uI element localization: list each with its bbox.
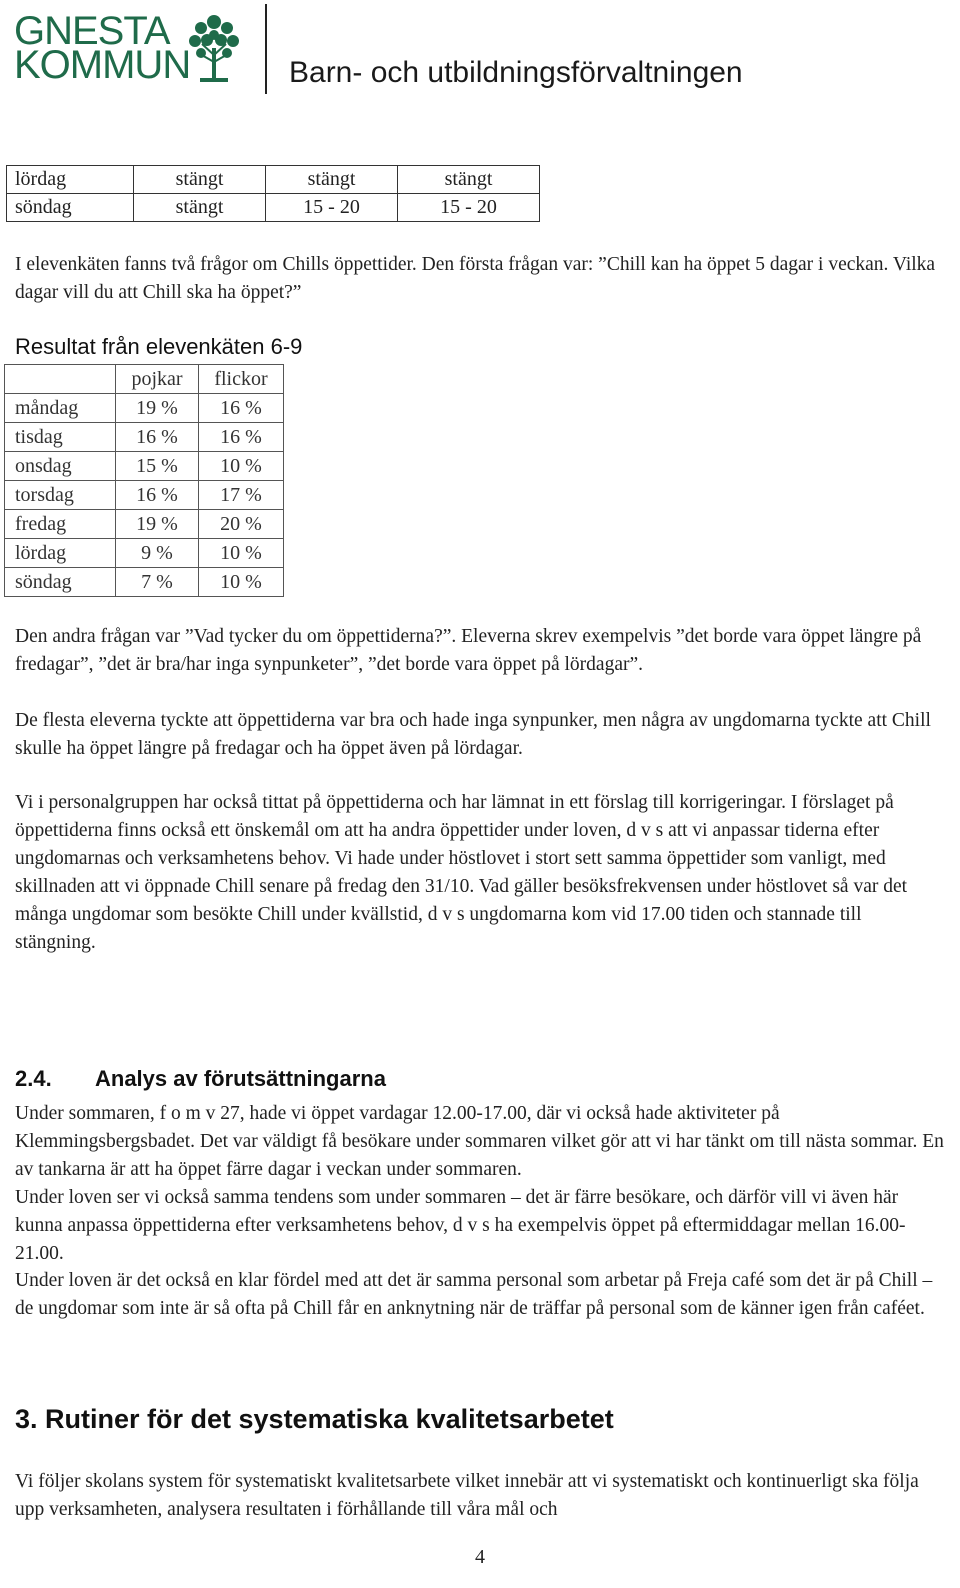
table-row xyxy=(7,166,540,194)
survey-title: Resultat från elevenkäten 6-9 xyxy=(15,334,303,359)
table-cell: 19 % xyxy=(116,510,199,539)
table-cell: 10 % xyxy=(199,452,284,481)
table-header-cell: pojkar xyxy=(116,365,199,394)
page-number: 4 xyxy=(475,1546,485,1568)
table-header-cell: flickor xyxy=(199,365,284,394)
gnesta-kommun-logo xyxy=(14,9,191,87)
table-row xyxy=(5,568,284,597)
table-cell: 10 % xyxy=(199,568,284,597)
table-row xyxy=(5,394,284,423)
section-number: 2.4. xyxy=(15,1066,52,1091)
table-cell: onsdag xyxy=(5,452,116,481)
table-cell: 19 % xyxy=(116,394,199,423)
table-row xyxy=(5,423,284,452)
paragraph-survey-intro: I elevenkäten fanns två frågor om Chills öppettider. Den första frågan var: ”Chill kan ha öppet 5 dagar i veckan. Vilka dagar vill du att Chill ska ha öppet?” xyxy=(15,254,936,303)
table-cell: söndag xyxy=(5,568,116,597)
table-cell: 16 % xyxy=(199,423,284,452)
paragraph-quality-work: Vi följer skolans system för systematiskt kvalitetsarbete vilket innebär att vi systematiskt och kontinuerligt ska följa upp verksamheten, analysera resultaten i förhållande till våra mål och xyxy=(15,1471,919,1520)
survey-results-table xyxy=(4,364,284,597)
table-cell: stängt xyxy=(266,166,398,194)
section-title: Analys av förutsättningarna xyxy=(95,1066,386,1091)
table-cell: 15 - 20 xyxy=(266,194,398,222)
table-cell: 15 - 20 xyxy=(398,194,540,222)
paragraph-staff-advantage: Under loven är det också en klar fördel med att det är samma personal som arbetar på Freja café som det är på Chill – de ungdomar som inte är så ofta på Chill får en anknytning när de träffar på personal som de känner igen från caféet. xyxy=(15,1270,933,1319)
table-cell: lördag xyxy=(7,166,134,194)
table-cell: söndag xyxy=(7,194,134,222)
table-cell: 16 % xyxy=(116,423,199,452)
table-cell: tisdag xyxy=(5,423,116,452)
paragraph-holidays: Under loven ser vi också samma tendens som under sommaren – det är färre besökare, och därför vill vi även här kunna anpassa öppettiderna efter verksamhetens behov, d v s ha exempelvis öppet på eftermiddagar mellan 16.00-21.00. xyxy=(15,1187,906,1264)
table-row xyxy=(5,539,284,568)
paragraph-staff-review: Vi i personalgruppen har också tittat på öppettiderna och har lämnat in ett förslag till korrigeringar. I förslaget på öppettiderna finns också ett önskemål om att ha andra öppettider under loven, d v s att vi anpassar tiderna efter ungdomarnas och verksamhetens behov. Vi hade under höstlovet i stort sett samma öppettider som vanligt, med skillnaden att vi öppnade Chill senare på fredag den 31/10. Vad gäller besöksfrekvensen under höstlovet så var det många ungdomar som besökte Chill under kvällstid, d v s ungdomarna kom vid 17.00 tiden och stannade till stängning. xyxy=(15,792,908,953)
page-header xyxy=(0,0,960,100)
logo-line-2: KOMMUN xyxy=(14,43,191,87)
department-title: Barn- och utbildningsförvaltningen xyxy=(289,56,743,89)
tree-logo-icon xyxy=(186,10,242,88)
section-heading-2-4 xyxy=(15,1066,386,1092)
table-cell: 16 % xyxy=(116,481,199,510)
table-row xyxy=(5,481,284,510)
table-cell: lördag xyxy=(5,539,116,568)
paragraph-summer: Under sommaren, f o m v 27, hade vi öppet vardagar 12.00-17.00, där vi också hade aktiviteter på Klemmingsbergsbadet. Det var väldigt få besökare under sommaren vilket gör att vi har tänkt om till nästa sommar. En av tankarna är att ha öppet färre dagar i veckan under sommaren. xyxy=(15,1103,944,1180)
table-cell: 15 % xyxy=(116,452,199,481)
table-cell: stängt xyxy=(134,166,266,194)
paragraph-second-question: Den andra frågan var ”Vad tycker du om öppettiderna?”. Eleverna skrev exempelvis ”det borde vara öppet längre på fredagar”, ”det är bra/har inga synpunketer”, ”det borde vara öppet på lördagar”. xyxy=(15,626,922,675)
table-cell: 9 % xyxy=(116,539,199,568)
table-cell: stängt xyxy=(398,166,540,194)
paragraph-student-opinions: De flesta eleverna tyckte att öppettiderna var bra och hade inga synpunker, men några av ungdomarna tyckte att Chill skulle ha öppet längre på fredagar och ha öppet även på lördagar. xyxy=(15,710,931,759)
table-cell: 16 % xyxy=(199,394,284,423)
header-divider xyxy=(265,4,267,94)
table-row xyxy=(5,510,284,539)
table-cell: torsdag xyxy=(5,481,116,510)
table-cell: 7 % xyxy=(116,568,199,597)
logo-line-1: GNESTA xyxy=(14,9,170,53)
table-cell: stängt xyxy=(134,194,266,222)
table-cell: fredag xyxy=(5,510,116,539)
table-cell: 10 % xyxy=(199,539,284,568)
table-cell: måndag xyxy=(5,394,116,423)
table-row xyxy=(7,194,540,222)
table-header-row xyxy=(5,365,284,394)
section-heading-3: 3. Rutiner för det systematiska kvalitetsarbetet xyxy=(15,1404,614,1434)
table-cell: 20 % xyxy=(199,510,284,539)
table-cell: 17 % xyxy=(199,481,284,510)
table-row xyxy=(5,452,284,481)
opening-hours-table xyxy=(6,165,540,222)
table-header-cell xyxy=(5,365,116,394)
